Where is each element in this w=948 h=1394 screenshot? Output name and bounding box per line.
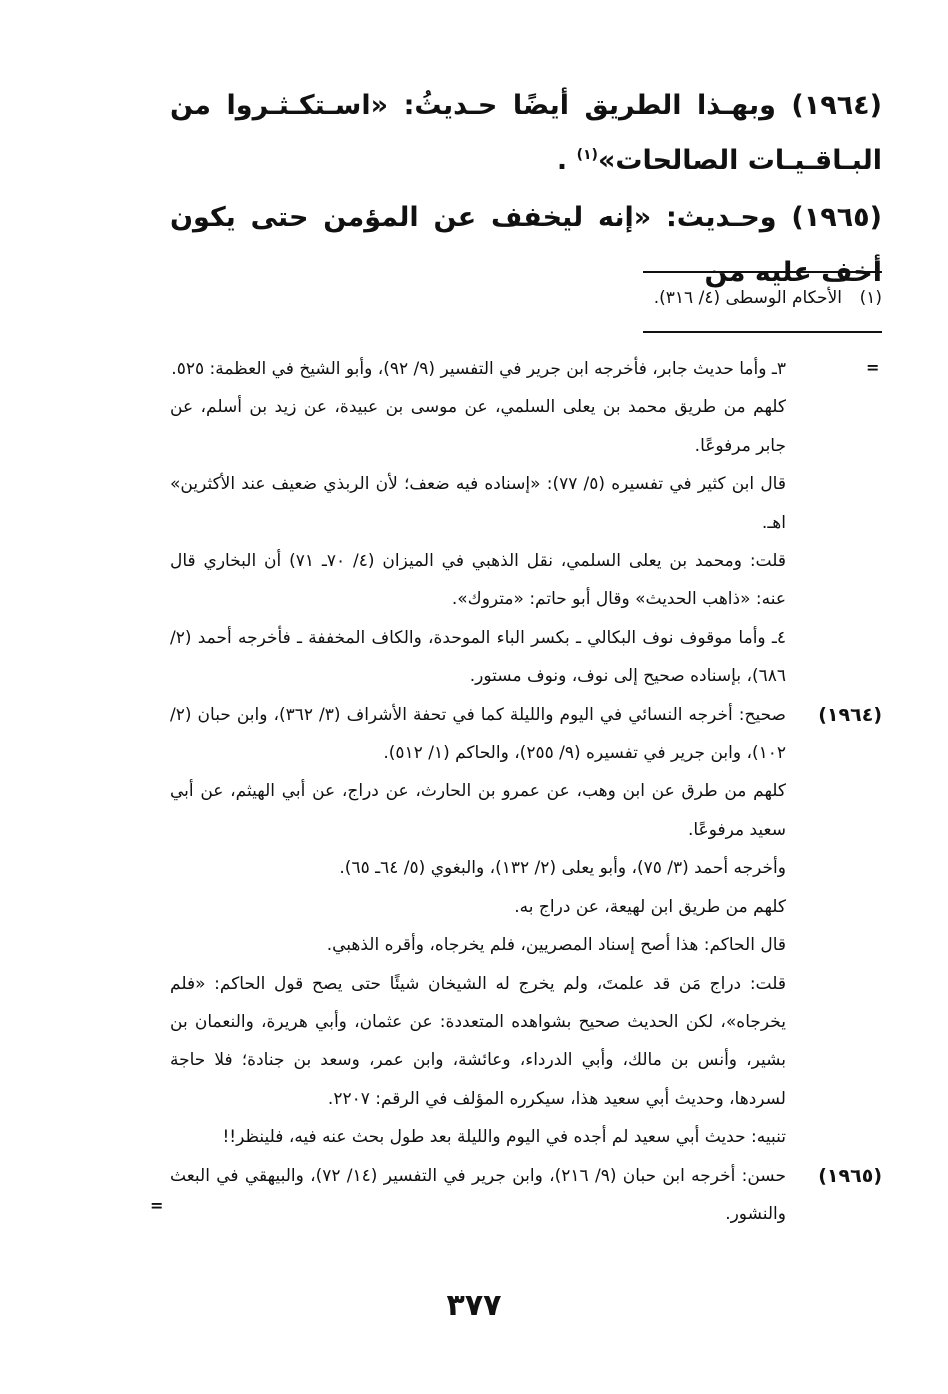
- hadith-text: وبهـذا الطريق أيضًا حـديثُ: «اسـتكـثـروا من البـاقـيـات الصالحات»: [170, 90, 882, 176]
- commentary-line: قلت: دراج مَن قد علمتَ، ولم يخرج له الشيخان شيئًا حتى يصح قول الحاكم: «فلم يخرجاه»، لكن الحديث صحيح بشواهده المتعددة: عن عثمان، وأبي هريرة، والنعمان بن بشير، وأنس بن مالك، وأبي الدرداء، وعائشة، وابن عمر، وسعد بن جنادة؛ فلا حاجة لسردها، وحديث أبي سعيد هذا، سيكرره المؤلف في الرقم: ٢٢٠٧.: [170, 973, 786, 1109]
- punctuation: .: [556, 145, 577, 176]
- commentary-line: ٤ـ وأما موقوف نوف البكالي ـ بكسر الباء الموحدة، والكاف المخففة ـ فأخرجه أحمد (٢/ ٦٨٦)، بإسناده صحيح إلى نوف، ونوف مستور.: [170, 627, 786, 687]
- entry-label: (١٩٦٤): [818, 703, 882, 726]
- commentary-line: كلهم من طريق ابن لهيعة، عن دراج به.: [514, 896, 786, 917]
- commentary-line: كلهم من طريق محمد بن يعلى السلمي، عن موسى بن عبيدة، عن زيد بن أسلم، عن جابر مرفوعًا.: [170, 397, 786, 456]
- commentary-line: كلهم من طرق عن ابن وهب، عن عمرو بن الحارث، عن دراج، عن أبي الهيثم، عن أبي سعيد مرفوعًا.: [170, 781, 786, 840]
- commentary-line: قال ابن كثير في تفسيره (٥/ ٧٧): «إسناده فيه ضعف؛ لأن الربذي ضعيف عند الأكثرين» اهـ.: [170, 474, 786, 533]
- commentary-intro: [170, 350, 882, 696]
- commentary-line: قلت: ومحمد بن يعلى السلمي، نقل الذهبي في الميزان (٤/ ٧٠ـ ٧١) أن البخاري قال عنه: «ذاهب الحديث» وقال أبو حاتم: «متروك».: [170, 551, 787, 610]
- footnote-separator: [643, 271, 882, 273]
- commentary-separator: [643, 331, 882, 333]
- hadith-text: وحـديث: «إنه ليخفف عن المؤمن حتى يكون أخف عليه من: [170, 202, 882, 288]
- commentary-line: قال الحاكم: هذا أصح إسناد المصريين، فلم يخرجاه، وأقره الذهبي.: [326, 935, 786, 956]
- continuation-mark: =: [866, 358, 880, 377]
- footnote-number: (١): [859, 288, 882, 308]
- commentary-line: صحيح: أخرجه النسائي في اليوم والليلة كما في تحفة الأشراف (٣/ ٣٦٢)، وابن حبان (٢/ ١٠٢)، وابن جرير في تفسيره (٩/ ٢٥٥)، والحاكم (١/ ٥١٢).: [170, 704, 786, 764]
- footnote-text: الأحكام الوسطى (٤/ ٣١٦).: [653, 288, 842, 308]
- hadith-1964-paragraph: [170, 78, 882, 188]
- entry-label: (١٩٦٥): [818, 1164, 882, 1187]
- main-text: [170, 78, 882, 300]
- commentary-line: حسن: أخرجه ابن حبان (٩/ ٢١٦)، وابن جرير في التفسير (١٤/ ٧٢)، والبيهقي في البعث والنشور.: [170, 1165, 786, 1224]
- commentary-line: ٣ـ وأما حديث جابر، فأخرجه ابن جرير في التفسير (٩/ ٩٢)، وأبو الشيخ في العظمة: ٥٢٥.: [171, 359, 786, 379]
- commentary-line: وأخرجه أحمد (٣/ ٧٥)، وأبو يعلى (٢/ ١٣٢)، والبغوي (٥/ ٦٤ـ ٦٥).: [339, 858, 786, 879]
- hadith-number: (١٩٦٤): [791, 90, 882, 121]
- commentary-entry-1964: [170, 696, 882, 1157]
- end-mark: =: [150, 1196, 164, 1215]
- hadith-number: (١٩٦٥): [791, 202, 882, 233]
- commentary-line: تنبيه: حديث أبي سعيد لم أجده في اليوم والليلة بعد طول بحث عنه فيه، فلينظر!!: [222, 1127, 786, 1148]
- footnote: [500, 284, 882, 312]
- commentary-entry-1965: [170, 1157, 882, 1234]
- page-number: ٣٧٧: [446, 1288, 502, 1323]
- footnote-marker: (١): [576, 147, 598, 163]
- commentary: [170, 350, 882, 1233]
